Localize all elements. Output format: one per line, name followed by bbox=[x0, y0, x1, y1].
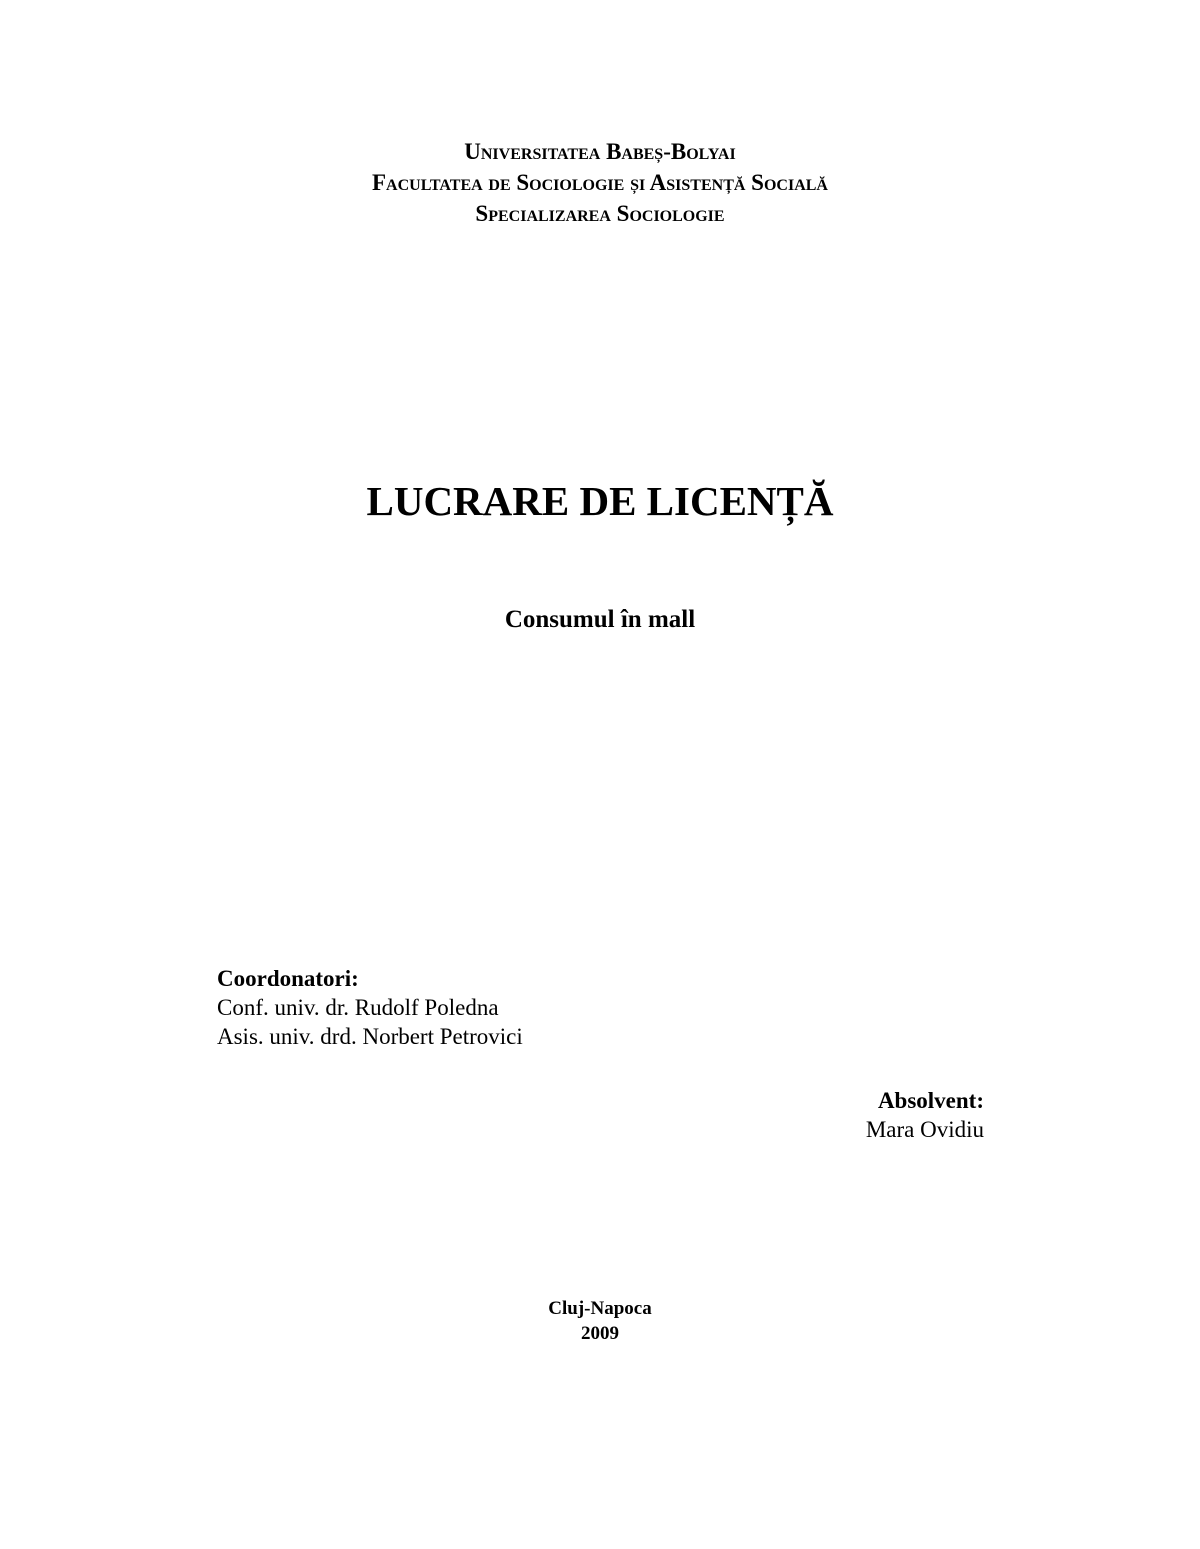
institution-header bbox=[0, 136, 1200, 229]
thesis-subtitle: Consumul în mall bbox=[504, 606, 696, 633]
university-name: Universitatea Babeș-Bolyai bbox=[464, 139, 736, 164]
specialization-name: Specializarea Sociologie bbox=[475, 201, 725, 226]
document-title: LUCRARE DE LICENȚĂ bbox=[366, 478, 834, 524]
graduate-block bbox=[866, 1086, 984, 1144]
coordinators-block bbox=[217, 964, 523, 1051]
coordinator-name: Conf. univ. dr. Rudolf Poledna bbox=[217, 995, 499, 1020]
faculty-name: Facultatea de Sociologie și Asistență Socială bbox=[372, 170, 828, 195]
year: 2009 bbox=[581, 1323, 619, 1344]
graduate-label: Absolvent: bbox=[877, 1088, 984, 1113]
coordinators-label: Coordonatori: bbox=[217, 966, 359, 991]
place-and-year bbox=[0, 1296, 1200, 1346]
city: Cluj-Napoca bbox=[548, 1298, 652, 1319]
graduate-name: Mara Ovidiu bbox=[865, 1117, 984, 1142]
coordinator-name: Asis. univ. drd. Norbert Petrovici bbox=[217, 1024, 523, 1049]
